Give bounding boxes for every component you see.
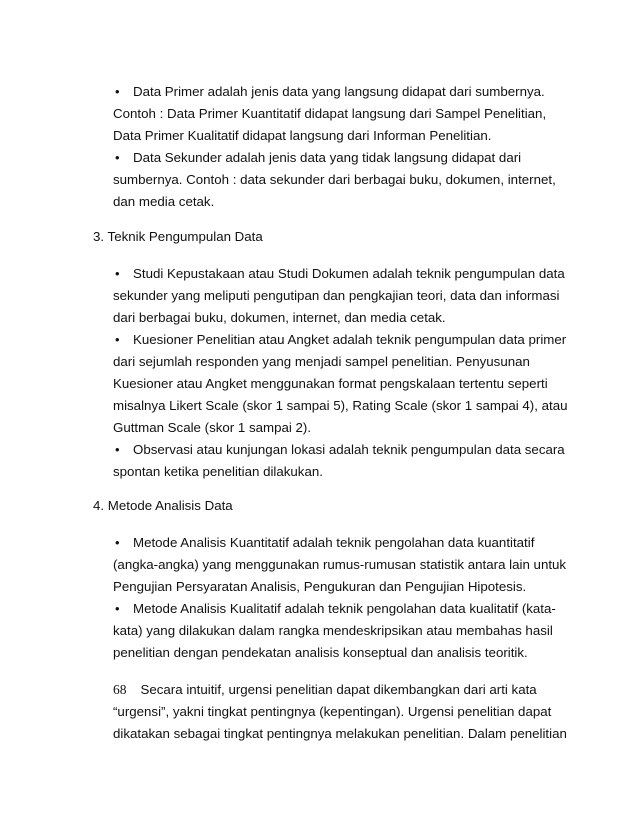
list-item-line: Data Primer adalah jenis data yang langsung didapat dari sumbernya. [133,84,545,99]
bullet-icon: • [115,84,120,99]
section-heading-3: 3. Teknik Pengumpulan Data [93,229,263,244]
list-item-line: dari berbagai buku, dokumen, internet, dan media cetak. [113,310,446,325]
list-item-line: Contoh : Data Primer Kuantitatif didapat langsung dari Sampel Penelitian, [113,106,547,121]
list-item-line: Kuesioner Penelitian atau Angket adalah teknik pengumpulan data primer [133,332,567,347]
bullet-icon: • [115,535,120,550]
paragraph-line: “urgensi”, yakni tingkat pentingnya (kepentingan). Urgensi penelitian dapat [113,704,552,719]
paragraph-text: Secara intuitif, urgensi penelitian dapat dikembangkan dari arti kata [140,682,537,697]
list-item-line: Studi Kepustakaan atau Studi Dokumen adalah teknik pengumpulan data [133,266,565,281]
section-heading-4: 4. Metode Analisis Data [93,498,233,513]
list-item-line: misalnya Likert Scale (skor 1 sampai 5), Rating Scale (skor 1 sampai 4), atau [113,398,568,413]
list-item-line: penelitian dengan pendekatan analisis konseptual dan analisis teoritik. [113,645,528,660]
list-item-line: Data Primer Kualitatif didapat langsung dari Informan Penelitian. [113,128,492,143]
list-item-line: Metode Analisis Kuantitatif adalah teknik pengolahan data kuantitatif [133,535,535,550]
paragraph-line: dikatakan sebagai tingkat pentingnya melakukan penelitian. Dalam penelitian [113,726,567,741]
list-item-line: Pengujian Persyaratan Analisis, Pengukuran dan Pengujian Hipotesis. [113,579,527,594]
list-item-line: sumbernya. Contoh : data sekunder dari berbagai buku, dokumen, internet, [113,172,556,187]
list-item-line: Metode Analisis Kualitatif adalah teknik pengolahan data kualitatif (kata- [133,601,556,616]
bullet-icon: • [115,332,120,347]
bullet-icon: • [115,266,120,281]
bullet-icon: • [115,601,120,616]
list-item-line: (angka-angka) yang menggunakan rumus-rumusan statistik antara lain untuk [113,557,567,572]
list-item-line: Data Sekunder adalah jenis data yang tidak langsung didapat dari [133,150,522,165]
list-item-line: dari sejumlah responden yang menjadi sampel penelitian. Penyusunan [113,354,530,369]
list-item-line: kata) yang dilakukan dalam rangka mendeskripsikan atau membahas hasil [113,623,553,638]
list-item-line: spontan ketika penelitian dilakukan. [113,464,323,479]
list-item-line: Guttman Scale (skor 1 sampai 2). [113,420,312,435]
list-item-line: Observasi atau kunjungan lokasi adalah teknik pengumpulan data secara [133,442,565,457]
paragraph-line [113,682,537,698]
list-item-line: sekunder yang meliputi pengutipan dan pengkajian teori, data dan informasi [113,288,560,303]
footnote-number: 68 [113,682,127,697]
list-item-line: Kuesioner atau Angket menggunakan format pengskalaan tertentu seperti [113,376,548,391]
list-item-line: dan media cetak. [113,194,215,209]
bullet-icon: • [115,150,120,165]
bullet-icon: • [115,442,120,457]
